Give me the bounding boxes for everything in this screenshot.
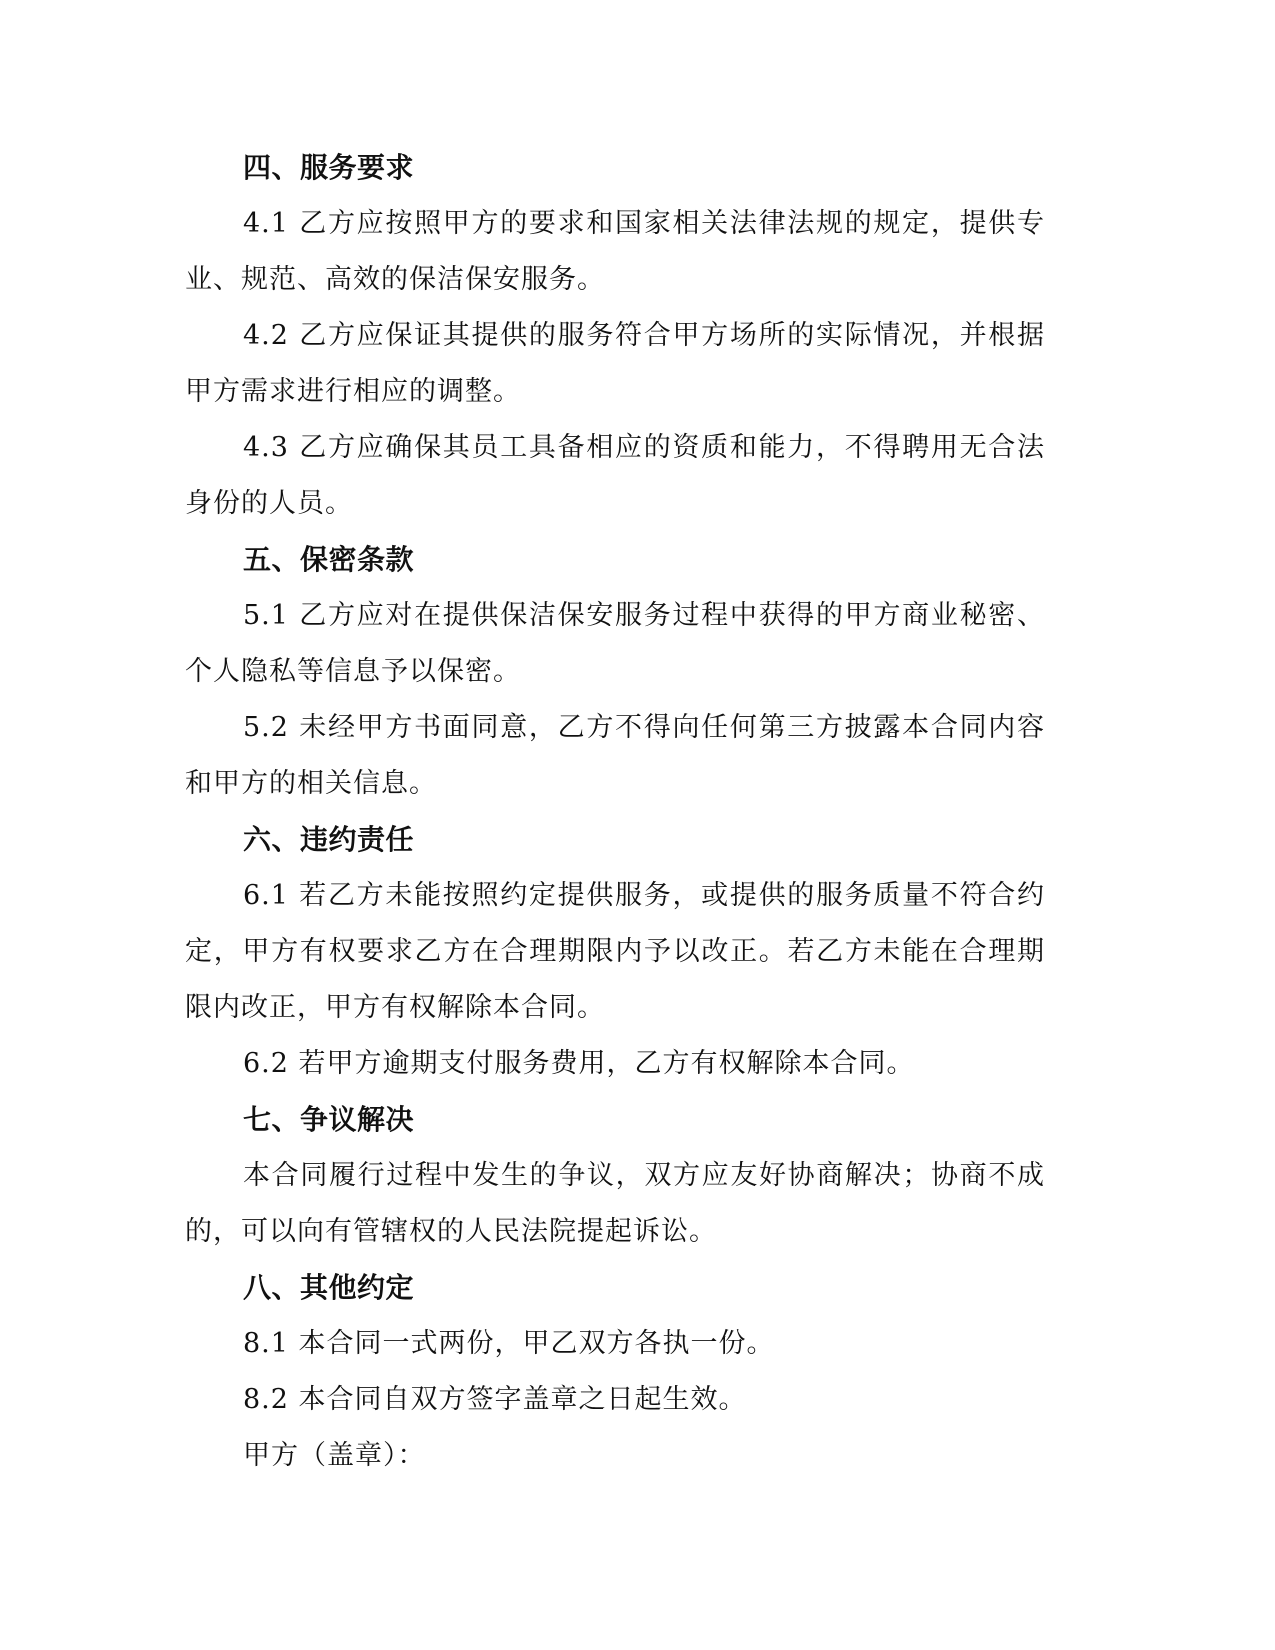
clause-4-1: 4.1 乙方应按照甲方的要求和国家相关法律法规的规定，提供专业、规范、高效的保洁保安服务。 [185,208,1045,295]
clause-6-2: 6.2 若甲方逾期支付服务费用，乙方有权解除本合同。 [243,1048,915,1079]
section-heading-breach-liability: 六、违约责任 [243,823,415,856]
section-heading-dispute-resolution: 七、争议解决 [243,1103,415,1136]
party-a-seal-label: 甲方（盖章）： [243,1440,426,1471]
clause-6-1: 6.1 若乙方未能按照约定提供服务，或提供的服务质量不符合约定，甲方有权要求乙方在合理期限内予以改正。若乙方未能在合理期限内改正，甲方有权解除本合同。 [185,880,1045,1023]
clause-7-text: 本合同履行过程中发生的争议，双方应友好协商解决；协商不成的，可以向有管辖权的人民法院提起诉讼。 [185,1160,1045,1247]
clause-4-3: 4.3 乙方应确保其员工具备相应的资质和能力，不得聘用无合法身份的人员。 [185,432,1045,519]
contract-body [185,140,1045,1484]
clause-8-2: 8.2 本合同自双方签字盖章之日起生效。 [243,1384,747,1415]
section-heading-confidentiality: 五、保密条款 [243,543,415,576]
section-heading-service-requirements: 四、服务要求 [243,151,415,184]
clause-5-2: 5.2 未经甲方书面同意，乙方不得向任何第三方披露本合同内容和甲方的相关信息。 [185,712,1045,799]
clause-5-1: 5.1 乙方应对在提供保洁保安服务过程中获得的甲方商业秘密、个人隐私等信息予以保密。 [185,600,1045,687]
clause-4-2: 4.2 乙方应保证其提供的服务符合甲方场所的实际情况，并根据甲方需求进行相应的调整。 [185,320,1045,407]
section-heading-other-terms: 八、其他约定 [243,1271,415,1304]
clause-8-1: 8.1 本合同一式两份，甲乙双方各执一份。 [243,1328,775,1359]
